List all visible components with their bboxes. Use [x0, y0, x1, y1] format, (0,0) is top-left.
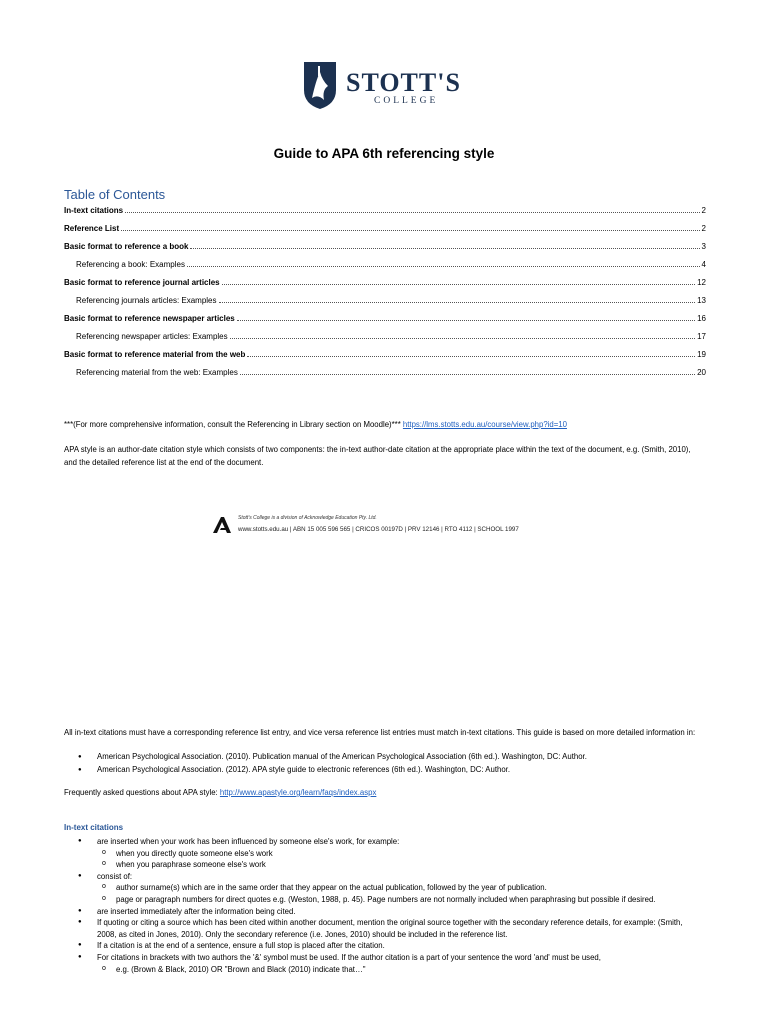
footer-division-note: Stott's College is a division of Acknowledge Education Pty. Ltd.	[238, 515, 377, 521]
list-item: ● American Psychological Association. (2010). Publication manual of the American Psychological Association (6th ed.). Washington, DC: Author.	[64, 751, 704, 764]
toc-entry-page: 20	[697, 368, 706, 377]
toc-entry-label: Referencing material from the web: Examples	[76, 368, 238, 377]
intro-paragraph: APA style is an author-date citation style which consists of two components: the in-text author-date citation at the appropriate place within the text of the document, e.g. (Smith, 2010), and the detailed reference list at the end of the document.	[64, 445, 691, 467]
list-item: ● American Psychological Association. (2012). APA style guide to electronic references (6th ed.). Washington, DC: Author.	[64, 764, 704, 777]
page2-intro: All in-text citations must have a corresponding reference list entry, and vice versa reference list entries must match in-text citations. This guide is based on more detailed information in:	[64, 728, 696, 737]
toc-leader-dots	[125, 206, 699, 213]
list-item: ● If quoting or citing a source which has been cited within another document, mention the original source together with the secondary reference details, for example: (Smith, 2008, as cited in Jones, 2010). Only the secondary reference (i.e. Jones, 2010) should be included in the reference list.	[64, 917, 704, 940]
toc-leader-dots	[121, 224, 699, 231]
toc-entry-label: Referencing a book: Examples	[76, 260, 185, 269]
toc-entry-label: Basic format to reference a book	[64, 242, 189, 251]
faq-text: Frequently asked questions about APA style:	[64, 788, 220, 797]
moodle-notice-text: ***(For more comprehensive information, consult the Referencing in Library section on Moodle)***	[64, 420, 403, 429]
list-item: ● If a citation is at the end of a sentence, ensure a full stop is placed after the citation.	[64, 940, 704, 952]
toc-entry[interactable]	[64, 296, 706, 314]
footer-registration: www.stotts.edu.au | ABN 15 005 596 565 | CRICOS 00197D | PRV 12146 | RTO 4112 | SCHOOL 1997	[238, 526, 519, 533]
toc-entry-label: Basic format to reference newspaper articles	[64, 314, 235, 323]
toc-heading: Table of Contents	[64, 187, 166, 202]
faq-link[interactable]: http://www.apastyle.org/learn/faqs/index.aspx	[219, 788, 377, 797]
faq-line	[64, 787, 704, 800]
toc-entry[interactable]	[64, 224, 706, 242]
document-title: Guide to APA 6th referencing style	[273, 146, 495, 161]
toc-entry[interactable]	[64, 206, 706, 224]
toc-entry-page: 4	[701, 260, 706, 269]
sub-list-item: o author surname(s) which are in the same order that they appear on the actual publication, followed by the year of publication.	[64, 882, 704, 894]
toc-entry-page: 2	[701, 224, 706, 233]
sub-list-item: o e.g. (Brown & Black, 2010) OR "Brown and Black (2010) indicate that…"	[64, 964, 704, 976]
moodle-link[interactable]: https://lms.stotts.edu.au/course/view.php?id=10	[402, 420, 567, 429]
list-item: ● are inserted immediately after the information being cited.	[64, 906, 704, 918]
list-item: ● consist of:	[64, 871, 704, 883]
toc-entry-page: 17	[697, 332, 706, 341]
toc-leader-dots	[222, 278, 695, 285]
college-logo	[302, 60, 472, 112]
table-of-contents	[64, 206, 706, 386]
toc-leader-dots	[190, 242, 699, 249]
toc-entry-label: Basic format to reference journal articles	[64, 278, 220, 287]
toc-entry-page: 19	[697, 350, 706, 359]
toc-entry-label: In-text citations	[64, 206, 124, 215]
toc-entry-label: Referencing newspaper articles: Examples	[76, 332, 228, 341]
toc-entry-page: 2	[701, 206, 706, 215]
toc-entry[interactable]	[64, 314, 706, 332]
toc-entry[interactable]	[64, 332, 706, 350]
source-list	[64, 751, 704, 776]
sub-list-item: o when you directly quote someone else's work	[64, 848, 704, 860]
logo-subtitle: COLLEGE	[374, 96, 439, 106]
toc-leader-dots	[240, 368, 695, 375]
toc-entry[interactable]	[64, 368, 706, 386]
shield-crest-icon	[302, 60, 338, 110]
toc-entry-label: Referencing journals articles: Examples	[76, 296, 217, 305]
sub-list-item: o when you paraphrase someone else's work	[64, 859, 704, 871]
list-item: ● are inserted when your work has been influenced by someone else's work, for example:	[64, 836, 704, 848]
toc-entry[interactable]	[64, 278, 706, 296]
toc-leader-dots	[219, 296, 696, 303]
toc-entry-page: 13	[697, 296, 706, 305]
moodle-notice	[64, 419, 704, 432]
list-item: ● For citations in brackets with two authors the '&' symbol must be used. If the author citation is a part of your sentence the word 'and' must be used,	[64, 952, 704, 964]
toc-entry-page: 3	[701, 242, 706, 251]
toc-entry[interactable]	[64, 242, 706, 260]
in-text-bullets	[64, 836, 704, 975]
toc-entry-label: Basic format to reference material from the web	[64, 350, 246, 359]
toc-leader-dots	[247, 350, 695, 357]
section-heading-in-text-citations: In-text citations	[64, 823, 124, 832]
sub-list-item: o page or paragraph numbers for direct quotes e.g. (Weston, 1988, p. 45). Page numbers are not normally included when paraphrasing but possible if desired.	[64, 894, 704, 906]
toc-entry-page: 12	[697, 278, 706, 287]
toc-entry[interactable]	[64, 350, 706, 368]
logo-name: STOTT'S	[346, 68, 461, 97]
acknowledge-logo-icon	[212, 516, 232, 534]
toc-entry-page: 16	[697, 314, 706, 323]
toc-entry[interactable]	[64, 260, 706, 278]
toc-leader-dots	[230, 332, 695, 339]
toc-entry-label: Reference List	[64, 224, 120, 233]
toc-leader-dots	[187, 260, 700, 267]
toc-leader-dots	[237, 314, 695, 321]
